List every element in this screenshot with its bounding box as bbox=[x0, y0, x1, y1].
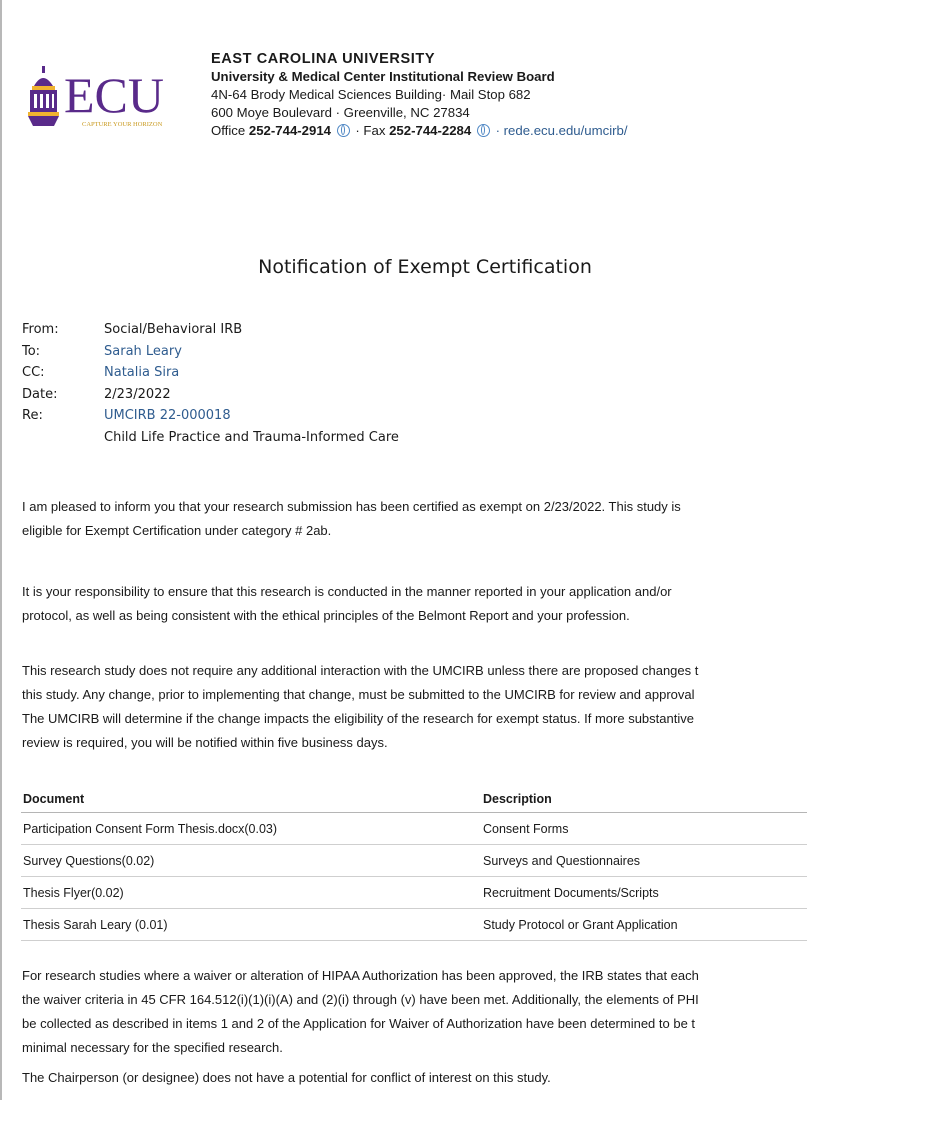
table-row bbox=[21, 813, 807, 845]
paragraph-line: protocol, as well as being consistent with the ethical principles of the Belmont Report and your profession. bbox=[22, 608, 630, 623]
documents-table bbox=[21, 786, 807, 941]
ecu-logo bbox=[28, 64, 198, 132]
address-line-2: 600 Moye Boulevard · Greenville, NC 27834 bbox=[211, 105, 470, 120]
description-cell: Consent Forms bbox=[481, 813, 807, 845]
memo-header bbox=[22, 319, 399, 448]
board-name: University & Medical Center Institutional Review Board bbox=[211, 69, 555, 84]
table-row bbox=[21, 909, 807, 941]
letterhead bbox=[211, 50, 628, 140]
document-cell: Participation Consent Form Thesis.docx(0.03) bbox=[21, 813, 481, 845]
page-left-border bbox=[0, 0, 2, 1100]
paragraph-line: The UMCIRB will determine if the change impacts the eligibility of the research for exempt status. If more substantive bbox=[22, 711, 694, 726]
paragraph-conflict bbox=[22, 1066, 822, 1090]
globe-icon bbox=[337, 124, 350, 137]
date-label: Date: bbox=[22, 386, 58, 402]
contact-line bbox=[211, 122, 628, 140]
paragraph-responsibility bbox=[22, 580, 822, 628]
paragraph-line: For research studies where a waiver or alteration of HIPAA Authorization has been approved, the IRB states that each bbox=[22, 968, 699, 983]
re-subtitle: Child Life Practice and Trauma-Informed Care bbox=[104, 429, 399, 445]
paragraph-changes bbox=[22, 659, 822, 755]
table-header-row bbox=[21, 786, 807, 813]
paragraph-line: eligible for Exempt Certification under category # 2ab. bbox=[22, 523, 332, 538]
logo-ecu-text: ECU bbox=[64, 67, 164, 123]
globe-icon bbox=[477, 124, 490, 137]
ecu-cupola-icon bbox=[28, 66, 59, 126]
to-value[interactable]: Sarah Leary bbox=[104, 343, 182, 359]
cc-row bbox=[22, 362, 399, 384]
address-line-1: 4N-64 Brody Medical Sciences Building· Mail Stop 682 bbox=[211, 87, 531, 102]
paragraph-line: review is required, you will be notified within five business days. bbox=[22, 735, 388, 750]
paragraph-certification bbox=[22, 495, 822, 543]
paragraph-line: It is your responsibility to ensure that this research is conducted in the manner reported in your application and/or bbox=[22, 584, 672, 599]
date-row bbox=[22, 384, 399, 406]
from-value: Social/Behavioral IRB bbox=[104, 322, 243, 337]
table-row bbox=[21, 877, 807, 909]
logo-tagline: CAPTURE YOUR HORIZON bbox=[82, 121, 163, 128]
paragraph-line: the waiver criteria in 45 CFR 164.512(i)(1)(i)(A) and (2)(i) through (v) have been met. Additionally, the elements of PHI bbox=[22, 992, 699, 1007]
document-cell: Thesis Flyer(0.02) bbox=[21, 877, 481, 909]
paragraph-line: I am pleased to inform you that your research submission has been certified as exempt on 2/23/2022. This study is bbox=[22, 499, 681, 514]
from-label: From: bbox=[22, 322, 59, 337]
column-header-description: Description bbox=[481, 786, 807, 813]
cc-label: CC: bbox=[22, 365, 45, 380]
column-header-document: Document bbox=[21, 786, 481, 813]
re-value[interactable]: UMCIRB 22-000018 bbox=[104, 408, 231, 423]
description-cell: Surveys and Questionnaires bbox=[481, 845, 807, 877]
paragraph-line: this study. Any change, prior to implementing that change, must be submitted to the UMCIRB for review and approval bbox=[22, 687, 695, 702]
fax-label: · Fax bbox=[355, 123, 386, 138]
office-label: Office bbox=[211, 123, 246, 138]
website-link[interactable]: · rede.ecu.edu/umcirb/ bbox=[495, 123, 628, 138]
table-row bbox=[21, 845, 807, 877]
from-row bbox=[22, 319, 399, 341]
paragraph-line: minimal necessary for the specified research. bbox=[22, 1040, 283, 1055]
paragraph-line: The Chairperson (or designee) does not have a potential for conflict of interest on this study. bbox=[22, 1070, 551, 1085]
office-phone: 252-744-2914 bbox=[248, 123, 332, 138]
paragraph-hipaa bbox=[22, 964, 822, 1060]
re-subtitle-row bbox=[22, 427, 399, 449]
paragraph-line: This research study does not require any additional interaction with the UMCIRB unless there are proposed changes t bbox=[22, 663, 699, 678]
re-row bbox=[22, 405, 399, 427]
re-label: Re: bbox=[22, 408, 43, 423]
description-cell: Study Protocol or Grant Application bbox=[481, 909, 807, 941]
document-title: Notification of Exempt Certification bbox=[258, 256, 592, 278]
date-value: 2/23/2022 bbox=[104, 386, 171, 402]
document-cell: Thesis Sarah Leary (0.01) bbox=[21, 909, 481, 941]
paragraph-line: be collected as described in items 1 and 2 of the Application for Waiver of Authorization have been determined to be t bbox=[22, 1016, 696, 1031]
to-row bbox=[22, 341, 399, 363]
description-cell: Recruitment Documents/Scripts bbox=[481, 877, 807, 909]
to-label: To: bbox=[22, 343, 41, 359]
university-name: EAST CAROLINA UNIVERSITY bbox=[211, 51, 436, 67]
document-cell: Survey Questions(0.02) bbox=[21, 845, 481, 877]
fax-phone: 252-744-2284 bbox=[389, 123, 472, 138]
cc-value[interactable]: Natalia Sira bbox=[104, 365, 180, 380]
